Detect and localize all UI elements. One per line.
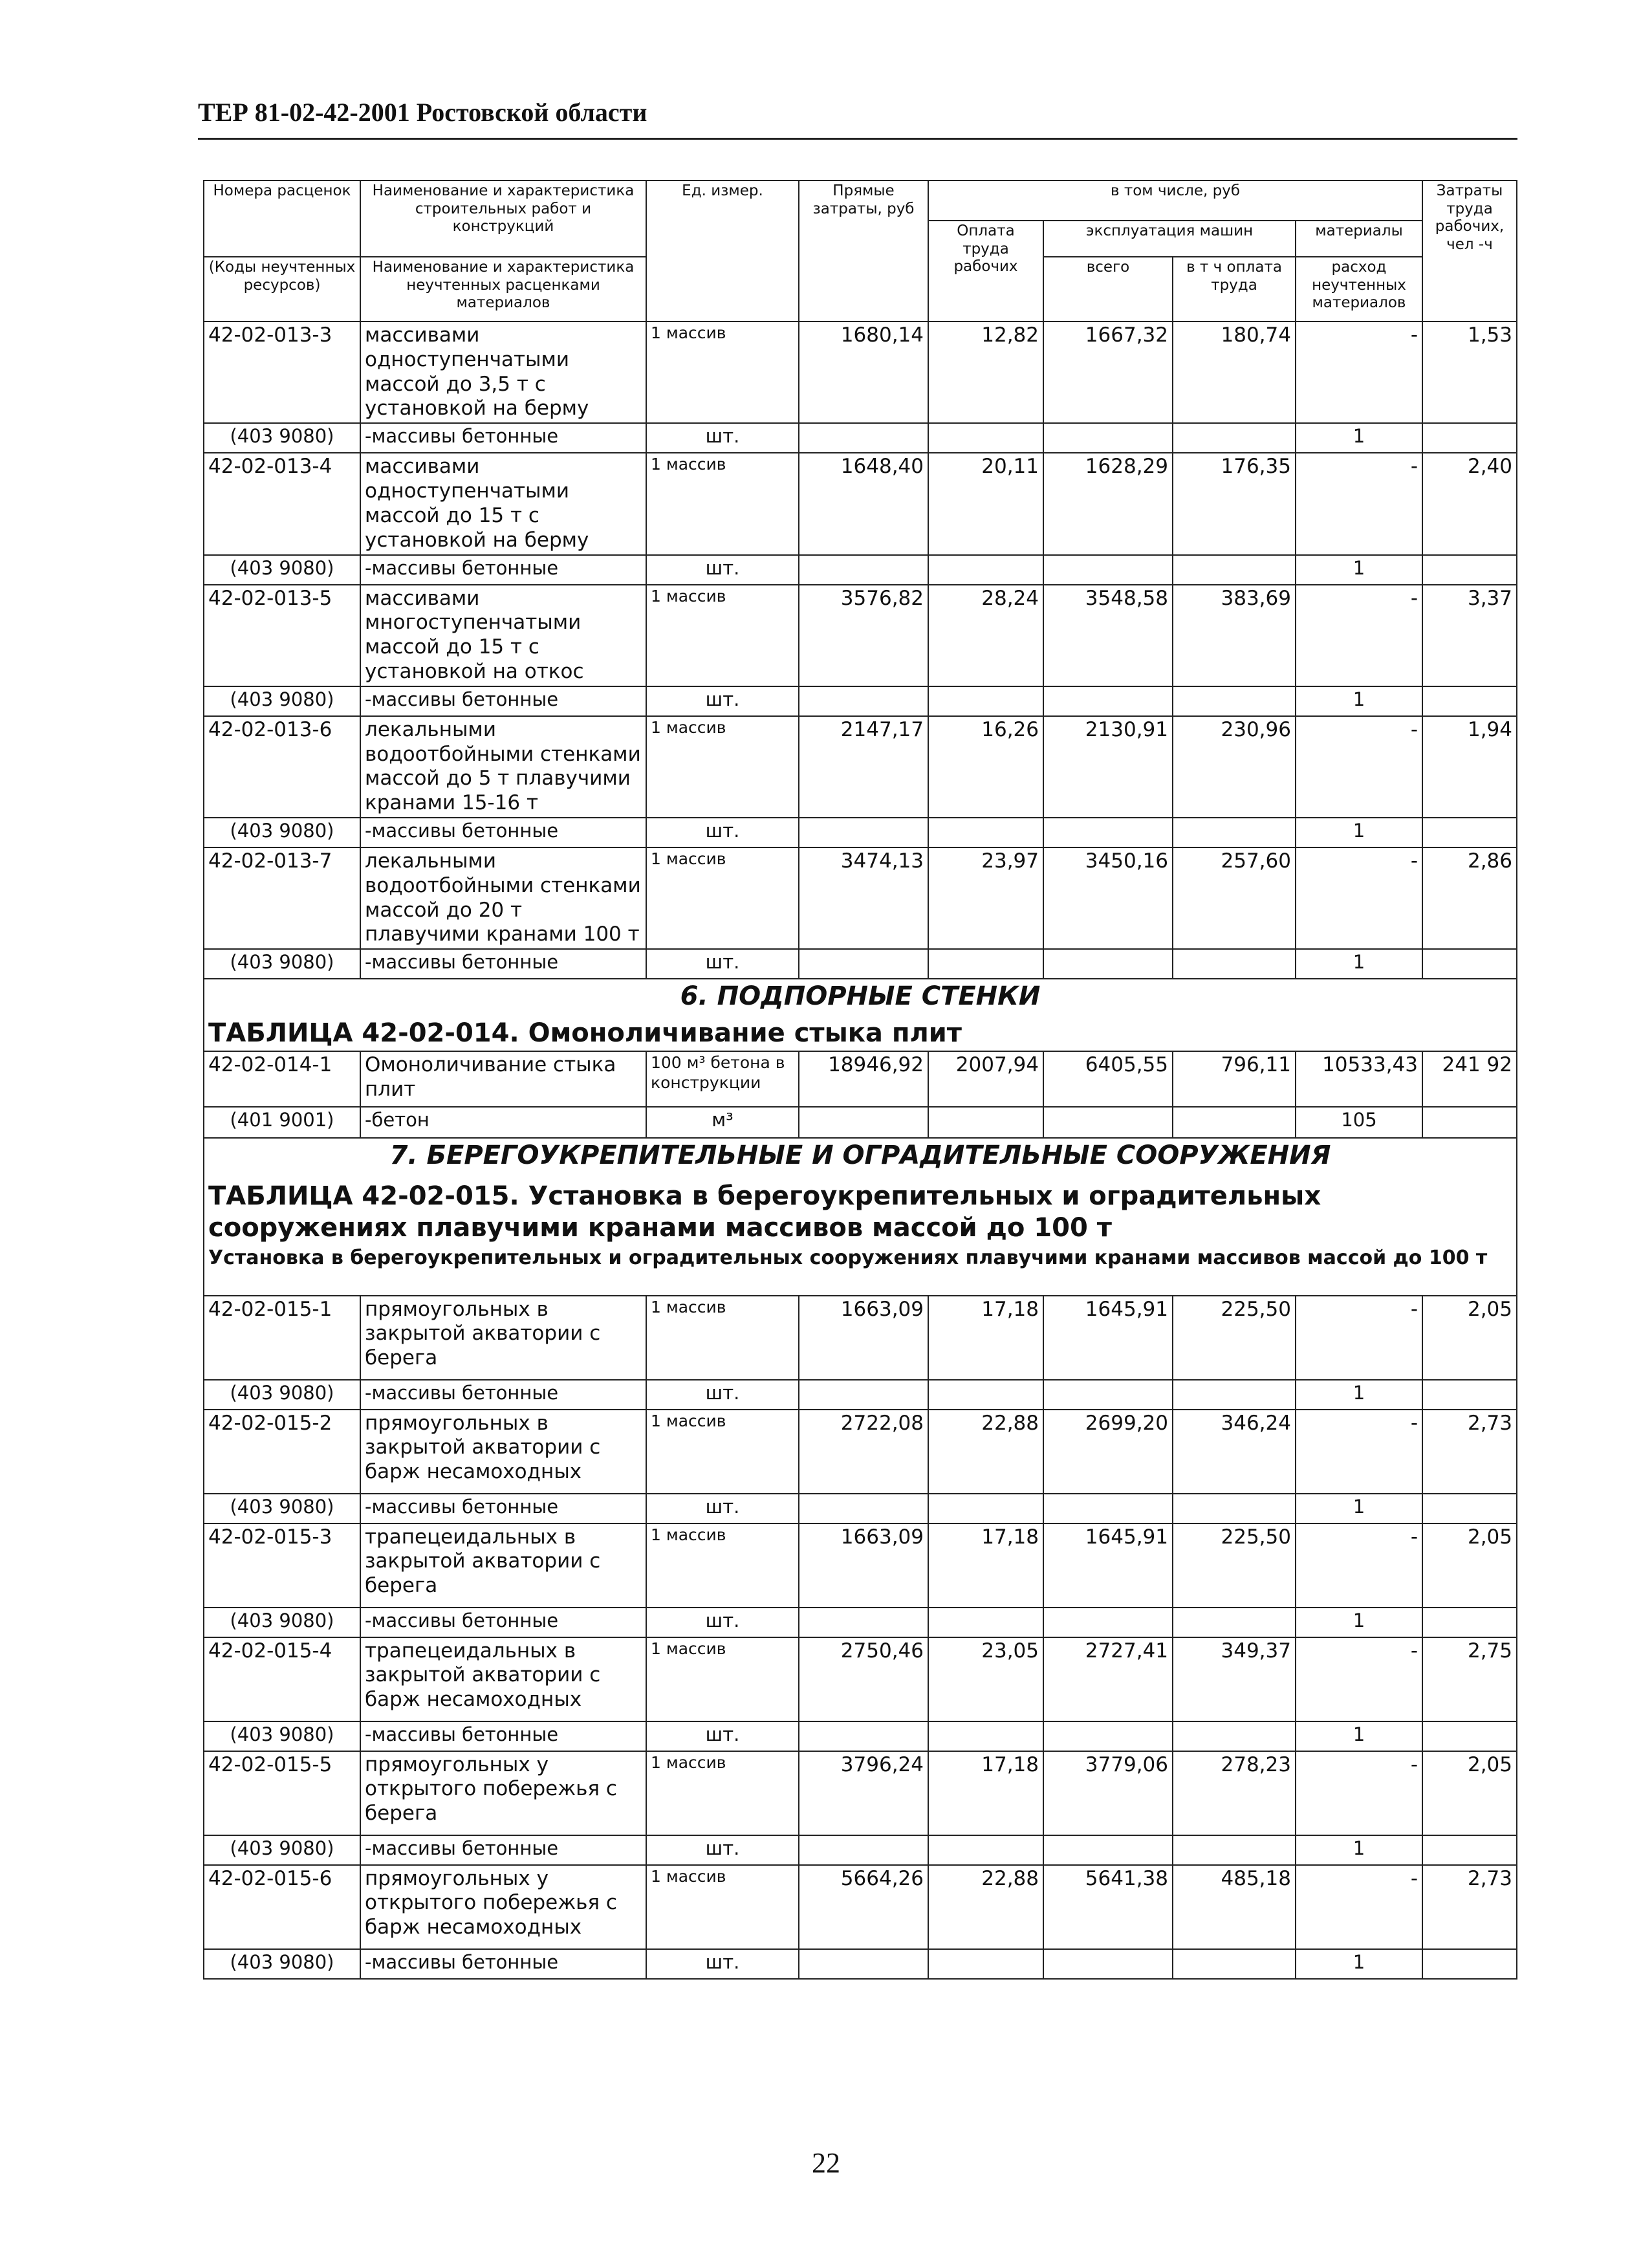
material-cost: - bbox=[1296, 847, 1422, 949]
machine-cost: 3548,58 bbox=[1043, 585, 1173, 686]
resource-code: (403 9080) bbox=[204, 1835, 360, 1865]
header-rule bbox=[198, 138, 1517, 140]
table-row bbox=[204, 585, 1517, 686]
machine-cost: 1667,32 bbox=[1043, 322, 1173, 423]
machine-labor-cost: 176,35 bbox=[1173, 453, 1296, 554]
rate-code: 42-02-015-2 bbox=[204, 1410, 360, 1494]
col-mach-labor-header: в т ч оплата труда bbox=[1173, 257, 1296, 322]
resource-name: -массивы бетонные bbox=[360, 949, 646, 979]
resource-name: -массивы бетонные bbox=[360, 1494, 646, 1523]
labor-cost: 22,88 bbox=[928, 1410, 1043, 1494]
direct-cost: 5664,26 bbox=[799, 1865, 928, 1949]
resource-qty: 1 bbox=[1296, 1608, 1422, 1637]
material-cost: - bbox=[1296, 716, 1422, 818]
resource-unit: шт. bbox=[646, 1949, 799, 1979]
labor-hours: 2,40 bbox=[1422, 453, 1517, 554]
direct-cost: 2722,08 bbox=[799, 1410, 928, 1494]
rate-unit: 1 массив bbox=[646, 1296, 799, 1380]
labor-cost: 22,88 bbox=[928, 1865, 1043, 1949]
rate-code: 42-02-013-3 bbox=[204, 322, 360, 423]
rate-unit: 100 м³ бетона в конструкции bbox=[646, 1051, 799, 1107]
col-name-header: Наименование и характеристика строительных работ и конструкций bbox=[360, 180, 646, 257]
machine-cost: 3450,16 bbox=[1043, 847, 1173, 949]
rate-name: лекальными водоотбойными стенками массой до 20 т плавучими кранами 100 т bbox=[360, 847, 646, 949]
resource-code: (403 9080) bbox=[204, 1721, 360, 1751]
resource-name: -массивы бетонные bbox=[360, 555, 646, 585]
resource-name: -массивы бетонные bbox=[360, 1949, 646, 1979]
resource-row bbox=[204, 555, 1517, 585]
labor-hours: 2,75 bbox=[1422, 1637, 1517, 1721]
machine-labor-cost: 485,18 bbox=[1173, 1865, 1296, 1949]
machine-labor-cost: 346,24 bbox=[1173, 1410, 1296, 1494]
rate-code: 42-02-013-7 bbox=[204, 847, 360, 949]
table-group-015 bbox=[204, 1296, 1517, 1979]
resource-name: -массивы бетонные bbox=[360, 686, 646, 716]
table-row bbox=[204, 716, 1517, 818]
rate-code: 42-02-013-6 bbox=[204, 716, 360, 818]
resource-qty: 105 bbox=[1296, 1107, 1422, 1138]
table-group-013 bbox=[204, 322, 1517, 979]
machine-cost: 1645,91 bbox=[1043, 1296, 1173, 1380]
resource-qty: 1 bbox=[1296, 818, 1422, 847]
rate-name: прямоугольных в закрытой акватории с берега bbox=[360, 1296, 646, 1380]
rate-unit: 1 массив bbox=[646, 1637, 799, 1721]
resource-code: (403 9080) bbox=[204, 555, 360, 585]
machine-labor-cost: 257,60 bbox=[1173, 847, 1296, 949]
machine-cost: 1645,91 bbox=[1043, 1523, 1173, 1608]
machine-cost: 2699,20 bbox=[1043, 1410, 1173, 1494]
machine-cost: 5641,38 bbox=[1043, 1865, 1173, 1949]
resource-code: (403 9080) bbox=[204, 423, 360, 453]
resource-unit: шт. bbox=[646, 1835, 799, 1865]
resource-name: -массивы бетонные bbox=[360, 818, 646, 847]
col-direct-header: Прямые затраты, руб bbox=[799, 180, 928, 322]
rate-unit: 1 массив bbox=[646, 322, 799, 423]
col-mach-total-header: всего bbox=[1043, 257, 1173, 322]
resource-row bbox=[204, 1107, 1517, 1138]
resource-code: (403 9080) bbox=[204, 1494, 360, 1523]
table-row bbox=[204, 1637, 1517, 1721]
resource-name: -массивы бетонные bbox=[360, 423, 646, 453]
rate-unit: 1 массив bbox=[646, 1751, 799, 1835]
rate-unit: 1 массив bbox=[646, 1523, 799, 1608]
labor-cost: 17,18 bbox=[928, 1523, 1043, 1608]
material-cost: - bbox=[1296, 1865, 1422, 1949]
resource-row bbox=[204, 1608, 1517, 1637]
section-7 bbox=[204, 1138, 1517, 1296]
resource-qty: 1 bbox=[1296, 1494, 1422, 1523]
direct-cost: 3576,82 bbox=[799, 585, 928, 686]
rates-table bbox=[203, 180, 1517, 1980]
machine-cost: 3779,06 bbox=[1043, 1751, 1173, 1835]
col-labor-header: Оплата труда рабочих bbox=[928, 221, 1043, 322]
material-cost: - bbox=[1296, 1523, 1422, 1608]
resource-unit: шт. bbox=[646, 1494, 799, 1523]
resource-name: -массивы бетонные bbox=[360, 1835, 646, 1865]
resource-row bbox=[204, 1949, 1517, 1979]
resource-code: (401 9001) bbox=[204, 1107, 360, 1138]
rate-name: массивами одноступенчатыми массой до 3,5 т с установкой на берму bbox=[360, 322, 646, 423]
resource-row bbox=[204, 949, 1517, 979]
direct-cost: 3474,13 bbox=[799, 847, 928, 949]
labor-hours: 1,94 bbox=[1422, 716, 1517, 818]
table-015-title: ТАБЛИЦА 42-02-015. Установка в берегоукрепительных и оградительных сооружениях плавучими кранами массивов массой до 100 т bbox=[204, 1179, 1517, 1245]
rate-code: 42-02-015-3 bbox=[204, 1523, 360, 1608]
direct-cost: 1663,09 bbox=[799, 1296, 928, 1380]
machine-labor-cost: 796,11 bbox=[1173, 1051, 1296, 1107]
material-cost: - bbox=[1296, 1751, 1422, 1835]
rate-code: 42-02-015-4 bbox=[204, 1637, 360, 1721]
direct-cost: 18946,92 bbox=[799, 1051, 928, 1107]
labor-hours: 2,05 bbox=[1422, 1296, 1517, 1380]
machine-labor-cost: 230,96 bbox=[1173, 716, 1296, 818]
material-cost: - bbox=[1296, 322, 1422, 423]
resource-row bbox=[204, 1835, 1517, 1865]
col-hours-header: Затраты труда рабочих, чел -ч bbox=[1422, 180, 1517, 322]
labor-cost: 17,18 bbox=[928, 1296, 1043, 1380]
machine-cost: 2130,91 bbox=[1043, 716, 1173, 818]
table-row bbox=[204, 1751, 1517, 1835]
labor-cost: 12,82 bbox=[928, 322, 1043, 423]
resource-name: -массивы бетонные bbox=[360, 1380, 646, 1410]
rate-name: трапецеидальных в закрытой акватории с берега bbox=[360, 1523, 646, 1608]
table-row bbox=[204, 1523, 1517, 1608]
table-row bbox=[204, 1296, 1517, 1380]
rate-unit: 1 массив bbox=[646, 453, 799, 554]
rate-unit: 1 массив bbox=[646, 585, 799, 686]
table-014-title: ТАБЛИЦА 42-02-014. Омоноличивание стыка плит bbox=[204, 1016, 1517, 1051]
labor-hours: 2,05 bbox=[1422, 1751, 1517, 1835]
resource-unit: шт. bbox=[646, 949, 799, 979]
rate-name: массивами одноступенчатыми массой до 15 т с установкой на берму bbox=[360, 453, 646, 554]
rate-name: прямоугольных у открытого побережья с берега bbox=[360, 1751, 646, 1835]
direct-cost: 2147,17 bbox=[799, 716, 928, 818]
resource-unit: шт. bbox=[646, 555, 799, 585]
material-cost: 10533,43 bbox=[1296, 1051, 1422, 1107]
labor-cost: 23,05 bbox=[928, 1637, 1043, 1721]
resource-qty: 1 bbox=[1296, 1721, 1422, 1751]
resource-code: (403 9080) bbox=[204, 818, 360, 847]
labor-hours: 2,86 bbox=[1422, 847, 1517, 949]
resource-unit: шт. bbox=[646, 1380, 799, 1410]
machine-labor-cost: 349,37 bbox=[1173, 1637, 1296, 1721]
resource-name: -массивы бетонные bbox=[360, 1721, 646, 1751]
machine-cost: 1628,29 bbox=[1043, 453, 1173, 554]
resource-name: -массивы бетонные bbox=[360, 1608, 646, 1637]
machine-labor-cost: 383,69 bbox=[1173, 585, 1296, 686]
resource-qty: 1 bbox=[1296, 949, 1422, 979]
resource-unit: шт. bbox=[646, 1608, 799, 1637]
resource-unit: м³ bbox=[646, 1107, 799, 1138]
col-machines-header: эксплуатация машин bbox=[1043, 221, 1296, 257]
resource-qty: 1 bbox=[1296, 686, 1422, 716]
resource-code: (403 9080) bbox=[204, 686, 360, 716]
rate-unit: 1 массив bbox=[646, 1410, 799, 1494]
section-7-title: 7. БЕРЕГОУКРЕПИТЕЛЬНЫЕ И ОГРАДИТЕЛЬНЫЕ СООРУЖЕНИЯ bbox=[204, 1138, 1517, 1179]
rate-code: 42-02-013-5 bbox=[204, 585, 360, 686]
machine-labor-cost: 278,23 bbox=[1173, 1751, 1296, 1835]
col-incl-header: в том числе, руб bbox=[928, 180, 1422, 221]
table-row bbox=[204, 847, 1517, 949]
labor-hours: 3,37 bbox=[1422, 585, 1517, 686]
table-row bbox=[204, 1410, 1517, 1494]
machine-cost: 6405,55 bbox=[1043, 1051, 1173, 1107]
resource-qty: 1 bbox=[1296, 1380, 1422, 1410]
machine-labor-cost: 180,74 bbox=[1173, 322, 1296, 423]
direct-cost: 2750,46 bbox=[799, 1637, 928, 1721]
rate-code: 42-02-015-6 bbox=[204, 1865, 360, 1949]
labor-hours: 2,05 bbox=[1422, 1523, 1517, 1608]
labor-cost: 2007,94 bbox=[928, 1051, 1043, 1107]
col-unit-header: Ед. измер. bbox=[646, 180, 799, 322]
rate-code: 42-02-015-5 bbox=[204, 1751, 360, 1835]
resource-unit: шт. bbox=[646, 1721, 799, 1751]
labor-cost: 28,24 bbox=[928, 585, 1043, 686]
resource-row bbox=[204, 686, 1517, 716]
labor-cost: 17,18 bbox=[928, 1751, 1043, 1835]
material-cost: - bbox=[1296, 1410, 1422, 1494]
labor-cost: 20,11 bbox=[928, 453, 1043, 554]
rate-unit: 1 массив bbox=[646, 716, 799, 818]
labor-hours: 1,53 bbox=[1422, 322, 1517, 423]
col-materials-header: материалы bbox=[1296, 221, 1422, 257]
rate-name: массивами многоступенчатыми массой до 15 т с установкой на откос bbox=[360, 585, 646, 686]
col-code-header: Номера расценок bbox=[204, 180, 360, 257]
resource-row bbox=[204, 1721, 1517, 1751]
rate-name: трапецеидальных в закрытой акватории с барж несамоходных bbox=[360, 1637, 646, 1721]
direct-cost: 3796,24 bbox=[799, 1751, 928, 1835]
resource-code: (403 9080) bbox=[204, 1949, 360, 1979]
col-code-res-header: (Коды неучтенных ресурсов) bbox=[204, 257, 360, 322]
labor-cost: 23,97 bbox=[928, 847, 1043, 949]
resource-code: (403 9080) bbox=[204, 1380, 360, 1410]
direct-cost: 1680,14 bbox=[799, 322, 928, 423]
resource-code: (403 9080) bbox=[204, 949, 360, 979]
machine-cost: 2727,41 bbox=[1043, 1637, 1173, 1721]
resource-row bbox=[204, 1380, 1517, 1410]
rate-name: лекальными водоотбойными стенками массой до 5 т плавучими кранами 15-16 т bbox=[360, 716, 646, 818]
resource-qty: 1 bbox=[1296, 423, 1422, 453]
machine-labor-cost: 225,50 bbox=[1173, 1523, 1296, 1608]
direct-cost: 1663,09 bbox=[799, 1523, 928, 1608]
table-row bbox=[204, 453, 1517, 554]
labor-hours: 2,73 bbox=[1422, 1865, 1517, 1949]
table-row bbox=[204, 1865, 1517, 1949]
resource-name: -бетон bbox=[360, 1107, 646, 1138]
resource-unit: шт. bbox=[646, 423, 799, 453]
resource-qty: 1 bbox=[1296, 555, 1422, 585]
resource-qty: 1 bbox=[1296, 1949, 1422, 1979]
table-row bbox=[204, 322, 1517, 423]
col-name-res-header: Наименование и характеристика неучтенных расценками материалов bbox=[360, 257, 646, 322]
resource-row bbox=[204, 818, 1517, 847]
labor-cost: 16,26 bbox=[928, 716, 1043, 818]
rate-name: прямоугольных в закрытой акватории с барж несамоходных bbox=[360, 1410, 646, 1494]
resource-row bbox=[204, 1494, 1517, 1523]
material-cost: - bbox=[1296, 453, 1422, 554]
resource-unit: шт. bbox=[646, 686, 799, 716]
material-cost: - bbox=[1296, 1637, 1422, 1721]
resource-row bbox=[204, 423, 1517, 453]
machine-labor-cost: 225,50 bbox=[1173, 1296, 1296, 1380]
rate-code: 42-02-015-1 bbox=[204, 1296, 360, 1380]
resource-unit: шт. bbox=[646, 818, 799, 847]
rate-unit: 1 массив bbox=[646, 1865, 799, 1949]
rate-name: Омоноличивание стыка плит bbox=[360, 1051, 646, 1107]
direct-cost: 1648,40 bbox=[799, 453, 928, 554]
section-6-title: 6. ПОДПОРНЫЕ СТЕНКИ bbox=[204, 979, 1517, 1016]
material-cost: - bbox=[1296, 1296, 1422, 1380]
rate-name: прямоугольных у открытого побережья с барж несамоходных bbox=[360, 1865, 646, 1949]
labor-hours: 241 92 bbox=[1422, 1051, 1517, 1107]
material-cost: - bbox=[1296, 585, 1422, 686]
table-015-subtitle: Установка в берегоукрепительных и оградительных сооружениях плавучими кранами массивов массой до 100 т bbox=[204, 1245, 1517, 1296]
table-header bbox=[204, 180, 1517, 322]
section-6 bbox=[204, 979, 1517, 1138]
resource-qty: 1 bbox=[1296, 1835, 1422, 1865]
resource-code: (403 9080) bbox=[204, 1608, 360, 1637]
rate-unit: 1 массив bbox=[646, 847, 799, 949]
labor-hours: 2,73 bbox=[1422, 1410, 1517, 1494]
rate-code: 42-02-013-4 bbox=[204, 453, 360, 554]
col-mat-use-header: расход неучтенных материалов bbox=[1296, 257, 1422, 322]
rate-code: 42-02-014-1 bbox=[204, 1051, 360, 1107]
page-header-title: ТЕР 81-02-42-2001 Ростовской области bbox=[198, 98, 647, 127]
table-row bbox=[204, 1051, 1517, 1107]
page-number: 22 bbox=[812, 2147, 840, 2179]
